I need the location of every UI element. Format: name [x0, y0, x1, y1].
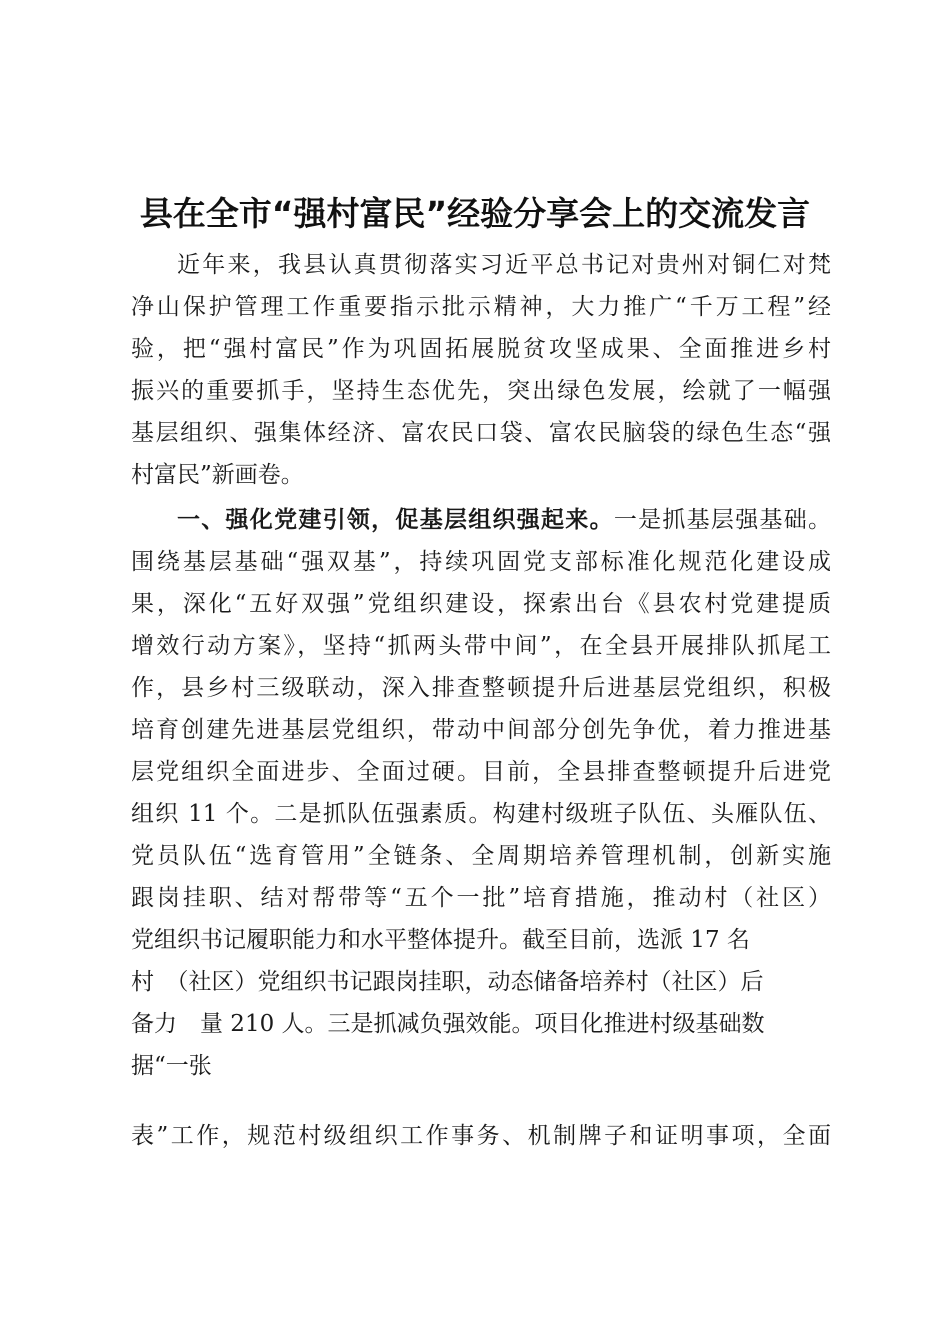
paragraph-2-line-3: 果，深化“五好双强”党组织建设，探索出台《县农村党建提质 [131, 591, 831, 617]
paragraph-2-line-1 [177, 505, 831, 535]
paragraph-1-line-1: 近年来，我县认真贯彻落实习近平总书记对贵州对铜仁对梵 [177, 252, 831, 278]
paragraph-2-line-6: 培育创建先进基层党组织，带动中间部分创先争优，着力推进基 [131, 717, 831, 743]
paragraph-2-line-13: 备力 量 210 人。三是抓减负强效能。项目化推进村级基础数 [131, 1011, 765, 1037]
paragraph-2-line-14: 据“一张 [131, 1053, 212, 1079]
paragraph-2-line-15: 表”工作，规范村级组织工作事务、机制牌子和证明事项，全面 [131, 1123, 831, 1149]
paragraph-2-line-11: 党组织书记履职能力和水平整体提升。截至目前，选派 17 名 [131, 927, 750, 953]
paragraph-2-line-9: 党员队伍“选育管用”全链条、全周期培养管理机制，创新实施 [131, 843, 831, 869]
paragraph-1-line-3: 验，把“强村富民”作为巩固拓展脱贫攻坚成果、全面推进乡村 [131, 336, 831, 362]
document-title: 县在全市“强村富民”经验分享会上的交流发言 [139, 194, 811, 233]
paragraph-2-line-12: 村 （社区）党组织书记跟岗挂职，动态储备培养村（社区）后 [131, 969, 764, 995]
paragraph-2-line-10: 跟岗挂职、结对帮带等“五个一批”培育措施，推动村（社区） [131, 885, 831, 911]
paragraph-1-line-6: 村富民”新画卷。 [131, 462, 304, 488]
paragraph-1-line-2: 净山保护管理工作重要指示批示精神，大力推广“千万工程”经 [131, 294, 831, 320]
paragraph-1-line-4: 振兴的重要抓手，坚持生态优先，突出绿色发展，绘就了一幅强 [131, 378, 831, 404]
paragraph-2-line-2: 围绕基层基础“强双基”，持续巩固党支部标准化规范化建设成 [131, 549, 831, 575]
section-heading: 一、强化党建引领，促基层组织强起来。 [177, 507, 614, 533]
paragraph-2-line-5: 作，县乡村三级联动，深入排查整顿提升后进基层党组织，积极 [131, 675, 831, 701]
paragraph-2-line-7: 层党组织全面进步、全面过硬。目前，全县排查整顿提升后进党 [131, 759, 831, 785]
paragraph-2-line-8: 组织 11 个。二是抓队伍强素质。构建村级班子队伍、头雁队伍、 [131, 801, 831, 827]
paragraph-1-line-5: 基层组织、强集体经济、富农民口袋、富农民脑袋的绿色生态“强 [131, 420, 831, 446]
paragraph-2-line-1-text: 一是抓基层强基础。 [613, 507, 832, 533]
paragraph-2-line-4: 增效行动方案》，坚持“抓两头带中间”，在全县开展排队抓尾工 [131, 633, 831, 659]
